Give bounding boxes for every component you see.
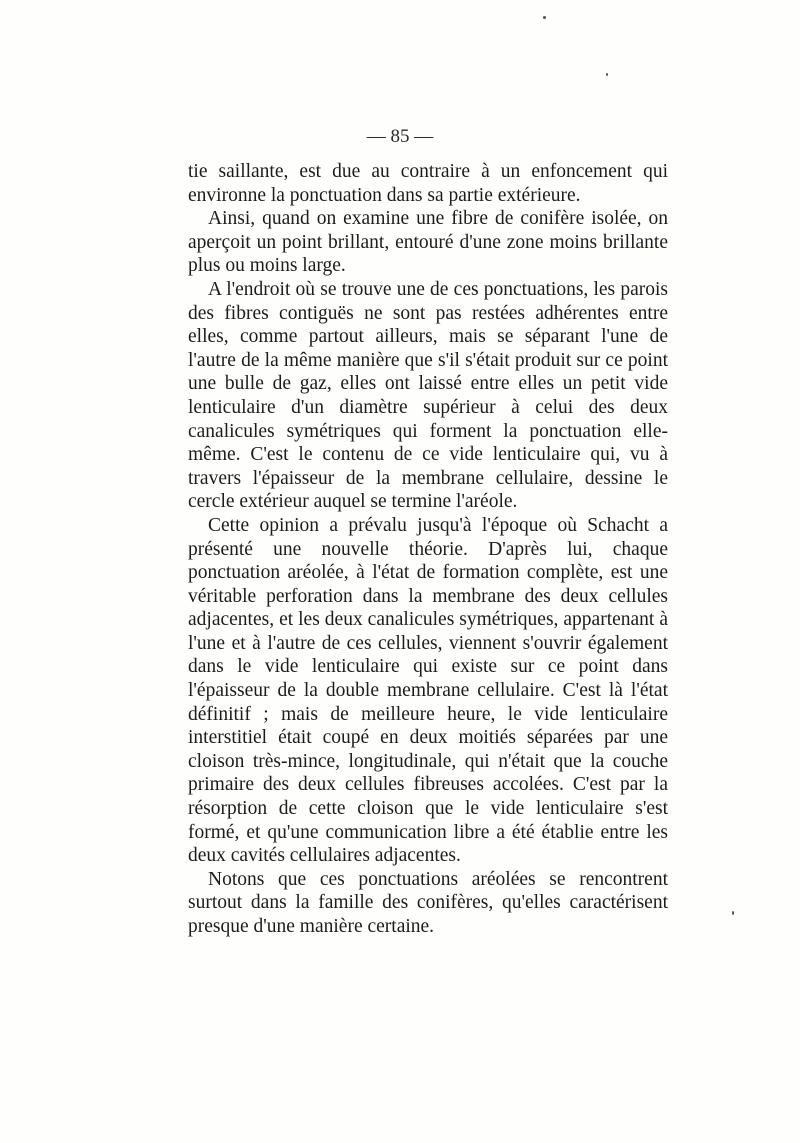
ink-speck: [732, 911, 734, 915]
page-number: — 85 —: [366, 126, 434, 147]
paragraph: A l'endroit où se trouve une de ces ponctuations, les parois des fibres contiguës ne sont pas restées adhérentes entre elles, comme partout ailleurs, mais se séparant l'une de l'autre de la même manière que s'il s'était produit sur ce point une bulle de gaz, elles ont laissé entre elles un petit vide lenticulaire d'un diamètre supérieur à celui des deux canalicules symétriques qui forment la ponctuation elle-même. C'est le contenu de ce vide lenticulaire qui, vu à travers l'épaisseur de la membrane cellulaire, dessine le cercle extérieur auquel se termine l'aréole.: [188, 278, 668, 513]
paragraph: tie saillante, est due au contraire à un enfoncement qui environne la ponctuation dans sa partie extérieure.: [188, 161, 668, 206]
paragraph: Cette opinion a prévalu jusqu'à l'époque où Schacht a présenté une nouvelle théorie. D'après lui, chaque ponctuation aréolée, à l'état de formation complète, est une véritable perforation dans la membrane des deux cellules adjacentes, et les deux canalicules symétriques, appartenant à l'une et à l'autre de ces cellules, viennent s'ouvrir également dans le vide lenticulaire qui existe sur ce point dans l'épaisseur de la double membrane cellulaire. C'est là l'état définitif ; mais de meilleure heure, le vide lenticulaire interstitiel était coupé en deux moitiés séparées par une cloison très-mince, longitudinale, qui n'était que la couche primaire des deux cellules fibreuses accolées. C'est par la résorption de cette cloison que le vide lenticulaire s'est formé, et qu'une communication libre a été établie entre les deux cavités cellulaires adjacentes.: [188, 514, 668, 867]
ink-speck: [606, 73, 608, 76]
paragraph: Ainsi, quand on examine une fibre de conifère isolée, on aperçoit un point brillant, entouré d'une zone moins brillante plus ou moins large.: [188, 208, 668, 277]
ink-speck: [543, 16, 546, 19]
body-text: [188, 160, 668, 939]
paragraph: Notons que ces ponctuations aréolées se rencontrent surtout dans la famille des conifères, qu'elles caractérisent presque d'une manière certaine.: [188, 868, 668, 937]
